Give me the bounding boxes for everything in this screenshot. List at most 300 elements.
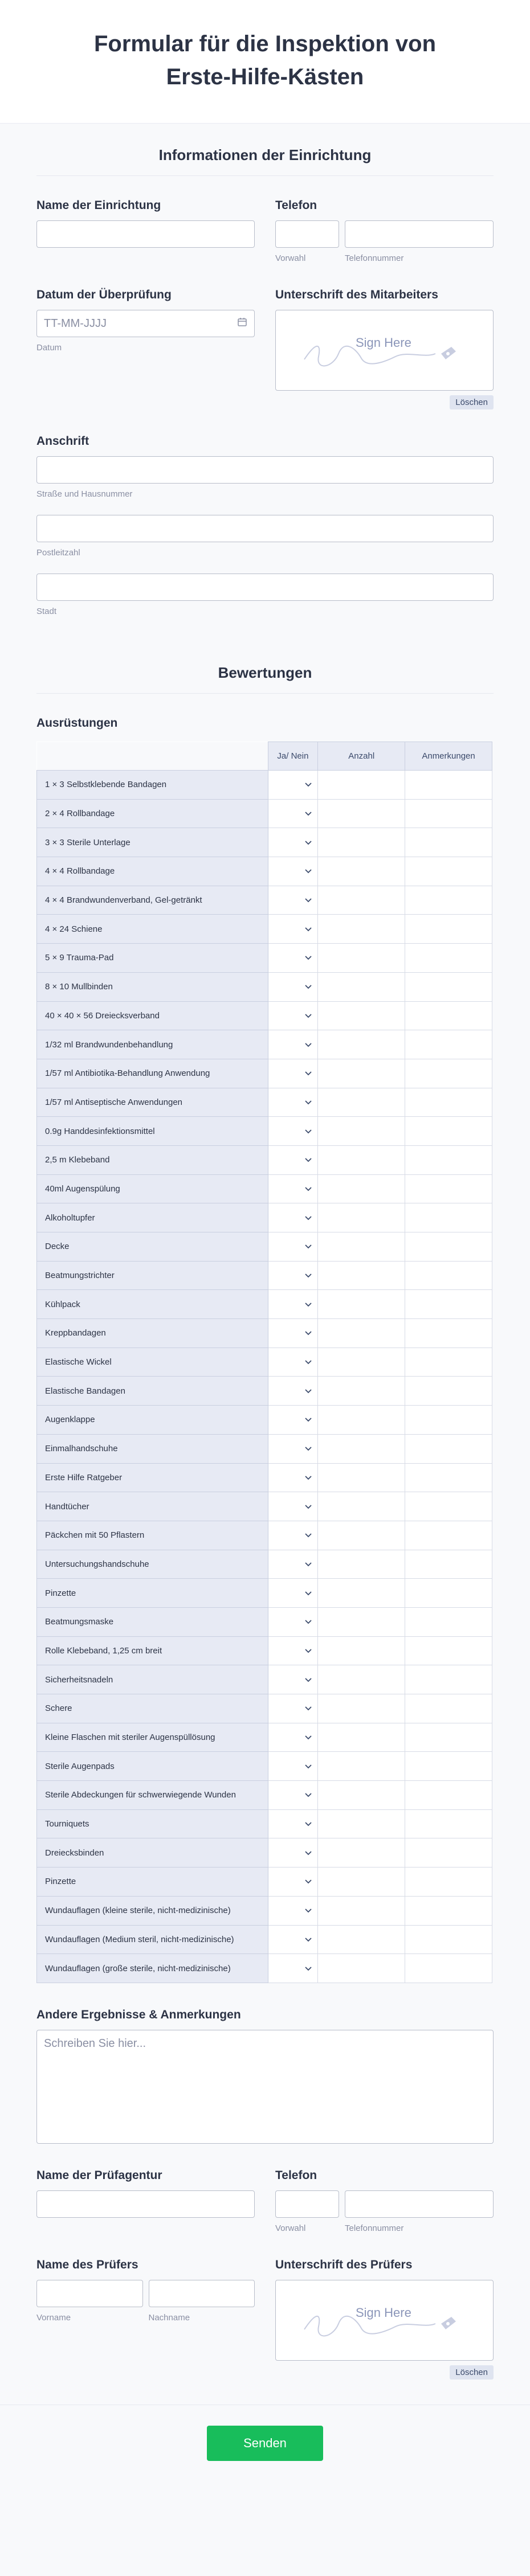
- yes-no-dropdown[interactable]: [268, 1665, 318, 1694]
- notes-input[interactable]: [405, 1232, 492, 1262]
- yes-no-dropdown[interactable]: [268, 1896, 318, 1925]
- equipment-row-label: 2 × 4 Rollbandage: [37, 799, 268, 828]
- count-input[interactable]: [318, 1261, 405, 1290]
- table-row: [37, 1261, 492, 1290]
- equipment-row-label: Wundauflagen (Medium steril, nicht-medizinische): [37, 1925, 268, 1954]
- count-input[interactable]: [318, 1203, 405, 1232]
- notes-input[interactable]: [405, 1290, 492, 1319]
- yes-no-dropdown[interactable]: [268, 1636, 318, 1665]
- table-row: [37, 1521, 492, 1550]
- chevron-down-icon: [305, 1155, 312, 1165]
- notes-input[interactable]: [405, 1030, 492, 1059]
- agency-name-label: Name der Prüfagentur: [36, 2168, 162, 2182]
- notes-input[interactable]: [405, 828, 492, 857]
- count-input[interactable]: [318, 1059, 405, 1088]
- table-row: [37, 1896, 492, 1925]
- notes-input[interactable]: [405, 1665, 492, 1694]
- yes-no-dropdown[interactable]: [268, 799, 318, 828]
- notes-input[interactable]: [405, 1925, 492, 1954]
- equipment-row-label: Elastische Bandagen: [37, 1377, 268, 1406]
- equipment-matrix: [36, 742, 492, 1983]
- equipment-row-label: 3 × 3 Sterile Unterlage: [37, 828, 268, 857]
- table-row: [37, 1752, 492, 1781]
- notes-input[interactable]: [405, 1174, 492, 1203]
- chevron-down-icon: [305, 1559, 312, 1569]
- chevron-down-icon: [305, 1502, 312, 1512]
- city-input[interactable]: [36, 574, 494, 601]
- chevron-down-icon: [305, 1530, 312, 1540]
- yes-no-dropdown[interactable]: [268, 915, 318, 944]
- chevron-down-icon: [305, 1097, 312, 1107]
- table-row: [37, 1145, 492, 1174]
- yes-no-dropdown[interactable]: [268, 1319, 318, 1348]
- notes-input[interactable]: [405, 1145, 492, 1174]
- chevron-down-icon: [305, 1040, 312, 1050]
- chevron-down-icon: [305, 1386, 312, 1396]
- chevron-down-icon: [305, 1357, 312, 1367]
- yes-no-dropdown[interactable]: [268, 1232, 318, 1262]
- count-input[interactable]: [318, 1434, 405, 1463]
- agency-name-input[interactable]: [36, 2190, 255, 2218]
- equipment-row-label: Dreiecksbinden: [37, 1838, 268, 1868]
- form-body: [0, 124, 530, 2380]
- inspection-date-input[interactable]: [36, 310, 255, 337]
- street-input[interactable]: [36, 456, 494, 484]
- yes-no-dropdown[interactable]: [268, 1059, 318, 1088]
- notes-input[interactable]: [405, 1463, 492, 1492]
- count-input[interactable]: [318, 915, 405, 944]
- address-label: Anschrift: [36, 435, 89, 448]
- chevron-down-icon: [305, 1935, 312, 1944]
- yes-no-dropdown[interactable]: [268, 1174, 318, 1203]
- count-input[interactable]: [318, 1117, 405, 1146]
- yes-no-dropdown[interactable]: [268, 1088, 318, 1117]
- chevron-down-icon: [305, 866, 312, 876]
- count-input[interactable]: [318, 1088, 405, 1117]
- yes-no-dropdown[interactable]: [268, 1001, 318, 1030]
- inspector-signature-label: Unterschrift des Prüfers: [275, 2258, 413, 2271]
- equipment-row-label: 1/57 ml Antibiotika-Behandlung Anwendung: [37, 1059, 268, 1088]
- calendar-icon[interactable]: [237, 317, 247, 330]
- count-input[interactable]: [318, 1550, 405, 1579]
- count-input[interactable]: [318, 1954, 405, 1983]
- table-row: [37, 1781, 492, 1810]
- equipment-row-label: Sicherheitsnadeln: [37, 1665, 268, 1694]
- equipment-row-label: Einmalhandschuhe: [37, 1434, 268, 1463]
- yes-no-dropdown[interactable]: [268, 1117, 318, 1146]
- matrix-corner: [37, 742, 268, 771]
- agency-phone-number-input[interactable]: [345, 2190, 494, 2218]
- notes-input[interactable]: [405, 1521, 492, 1550]
- yes-no-dropdown[interactable]: [268, 944, 318, 973]
- count-input[interactable]: [318, 1319, 405, 1348]
- equipment-row-label: Pinzette: [37, 1579, 268, 1608]
- clear-employee-signature-button[interactable]: Löschen: [450, 395, 494, 409]
- equipment-row-label: Kreppbandagen: [37, 1319, 268, 1348]
- inspector-last-name-sub: Nachname: [148, 2312, 190, 2323]
- count-input[interactable]: [318, 1290, 405, 1319]
- equipment-row-label: Sterile Augenpads: [37, 1752, 268, 1781]
- yes-no-dropdown[interactable]: [268, 1145, 318, 1174]
- yes-no-dropdown[interactable]: [268, 1838, 318, 1868]
- table-row: [37, 1348, 492, 1377]
- notes-input[interactable]: [405, 1117, 492, 1146]
- chevron-down-icon: [305, 780, 312, 789]
- equipment-row-label: Decke: [37, 1232, 268, 1262]
- yes-no-dropdown[interactable]: [268, 972, 318, 1001]
- inspector-first-name-sub: Vorname: [36, 2312, 71, 2323]
- zip-input[interactable]: [36, 515, 494, 542]
- yes-no-dropdown[interactable]: [268, 1868, 318, 1897]
- table-row: [37, 857, 492, 886]
- count-input[interactable]: [318, 1001, 405, 1030]
- table-row: [37, 972, 492, 1001]
- chevron-down-icon: [305, 1415, 312, 1424]
- yes-no-dropdown[interactable]: [268, 857, 318, 886]
- count-input[interactable]: [318, 1232, 405, 1262]
- chevron-down-icon: [305, 1906, 312, 1915]
- notes-input[interactable]: [405, 1492, 492, 1521]
- count-input[interactable]: [318, 1723, 405, 1752]
- count-input[interactable]: [318, 828, 405, 857]
- notes-input[interactable]: [405, 771, 492, 800]
- inspection-date-label: Datum der Überprüfung: [36, 288, 172, 301]
- notes-input[interactable]: [405, 1088, 492, 1117]
- agency-phone-area-code-input[interactable]: [275, 2190, 339, 2218]
- equipment-label: Ausrüstungen: [36, 716, 118, 730]
- count-input[interactable]: [318, 1145, 405, 1174]
- yes-no-dropdown[interactable]: [268, 1809, 318, 1838]
- table-row: [37, 1088, 492, 1117]
- equipment-row-label: 5 × 9 Trauma-Pad: [37, 944, 268, 973]
- date-placeholder: TT-MM-JJJJ: [44, 317, 107, 330]
- equipment-row-label: Kühlpack: [37, 1290, 268, 1319]
- yes-no-dropdown[interactable]: [268, 1925, 318, 1954]
- yes-no-dropdown[interactable]: [268, 1521, 318, 1550]
- count-input[interactable]: [318, 1521, 405, 1550]
- table-row: [37, 1550, 492, 1579]
- notes-input[interactable]: [405, 1406, 492, 1435]
- yes-no-dropdown[interactable]: [268, 1261, 318, 1290]
- chevron-down-icon: [305, 1300, 312, 1309]
- notes-input[interactable]: [405, 1752, 492, 1781]
- yes-no-dropdown[interactable]: [268, 1377, 318, 1406]
- notes-input[interactable]: [405, 1001, 492, 1030]
- equipment-row-label: Augenklappe: [37, 1406, 268, 1435]
- count-input[interactable]: [318, 1406, 405, 1435]
- yes-no-dropdown[interactable]: [268, 1954, 318, 1983]
- table-row: [37, 1377, 492, 1406]
- inspector-signature-pad[interactable]: [275, 2280, 494, 2361]
- table-row: [37, 799, 492, 828]
- notes-input[interactable]: [405, 1261, 492, 1290]
- chevron-down-icon: [305, 1790, 312, 1800]
- submit-area: [0, 2405, 530, 2484]
- table-row: [37, 944, 492, 973]
- table-row: [37, 1607, 492, 1636]
- yes-no-dropdown[interactable]: [268, 828, 318, 857]
- table-row: [37, 1434, 492, 1463]
- section-title-facility: Informationen der Einrichtung: [36, 124, 494, 176]
- agency-phone-area-code-sub: Vorwahl: [275, 2223, 306, 2233]
- equipment-row-label: 4 × 24 Schiene: [37, 915, 268, 944]
- phone-number-sub: Telefonnummer: [345, 253, 404, 263]
- other-findings-textarea[interactable]: Schreiben Sie hier...: [36, 2030, 494, 2144]
- notes-input[interactable]: [405, 944, 492, 973]
- agency-phone-number-sub: Telefonnummer: [345, 2223, 404, 2233]
- notes-input[interactable]: [405, 1723, 492, 1752]
- yes-no-dropdown[interactable]: [268, 1752, 318, 1781]
- notes-input[interactable]: [405, 972, 492, 1001]
- notes-input[interactable]: [405, 1868, 492, 1897]
- table-row: [37, 886, 492, 915]
- employee-signature-pad[interactable]: [275, 310, 494, 391]
- notes-input[interactable]: [405, 857, 492, 886]
- notes-input[interactable]: [405, 1377, 492, 1406]
- count-input[interactable]: [318, 1636, 405, 1665]
- count-input[interactable]: [318, 1868, 405, 1897]
- table-row: [37, 1954, 492, 1983]
- notes-input[interactable]: [405, 1203, 492, 1232]
- chevron-down-icon: [305, 982, 312, 992]
- other-findings-label: Andere Ergebnisse & Anmerkungen: [36, 2008, 241, 2021]
- chevron-down-icon: [305, 1762, 312, 1771]
- yes-no-dropdown[interactable]: [268, 886, 318, 915]
- facility-name-label: Name der Einrichtung: [36, 199, 161, 212]
- notes-input[interactable]: [405, 799, 492, 828]
- count-input[interactable]: [318, 1030, 405, 1059]
- submit-button[interactable]: Senden: [207, 2426, 323, 2461]
- notes-input[interactable]: [405, 886, 492, 915]
- chevron-down-icon: [305, 1819, 312, 1829]
- employee-signature-label: Unterschrift des Mitarbeiters: [275, 288, 438, 301]
- chevron-down-icon: [305, 1964, 312, 1973]
- count-input[interactable]: [318, 1896, 405, 1925]
- count-input[interactable]: [318, 972, 405, 1001]
- equipment-row-label: Erste Hilfe Ratgeber: [37, 1463, 268, 1492]
- notes-input[interactable]: [405, 1579, 492, 1608]
- table-row: [37, 1636, 492, 1665]
- equipment-row-label: Untersuchungshandschuhe: [37, 1550, 268, 1579]
- phone-label: Telefon: [275, 199, 317, 212]
- chevron-down-icon: [305, 1588, 312, 1598]
- phone-area-code-input[interactable]: [275, 220, 339, 248]
- inspector-last-name-input[interactable]: [149, 2280, 255, 2307]
- equipment-row-label: 4 × 4 Rollbandage: [37, 857, 268, 886]
- equipment-row-label: 1 × 3 Selbstklebende Bandagen: [37, 771, 268, 800]
- chevron-down-icon: [305, 1127, 312, 1136]
- equipment-row-label: 40 × 40 × 56 Dreiecksverband: [37, 1001, 268, 1030]
- count-input[interactable]: [318, 1377, 405, 1406]
- notes-input[interactable]: [405, 1059, 492, 1088]
- yes-no-dropdown[interactable]: [268, 1492, 318, 1521]
- count-input[interactable]: [318, 1781, 405, 1810]
- equipment-row-label: Sterile Abdeckungen für schwerwiegende Wunden: [37, 1781, 268, 1810]
- notes-input[interactable]: [405, 1348, 492, 1377]
- chevron-down-icon: [305, 1184, 312, 1194]
- notes-input[interactable]: [405, 1809, 492, 1838]
- column-header-yes-no: Ja/ Nein: [268, 742, 318, 771]
- count-input[interactable]: [318, 799, 405, 828]
- table-row: [37, 828, 492, 857]
- chevron-down-icon: [305, 809, 312, 818]
- form-header: [0, 0, 530, 124]
- chevron-down-icon: [305, 1877, 312, 1886]
- table-row: [37, 1925, 492, 1954]
- chevron-down-icon: [305, 1703, 312, 1713]
- yes-no-dropdown[interactable]: [268, 1723, 318, 1752]
- yes-no-dropdown[interactable]: [268, 1463, 318, 1492]
- table-row: [37, 1579, 492, 1608]
- table-row: [37, 1694, 492, 1723]
- equipment-row-label: Handtücher: [37, 1492, 268, 1521]
- table-row: [37, 1406, 492, 1435]
- chevron-down-icon: [305, 838, 312, 847]
- sign-here-text: Sign Here: [356, 2305, 411, 2320]
- yes-no-dropdown[interactable]: [268, 1030, 318, 1059]
- table-row: [37, 1809, 492, 1838]
- chevron-down-icon: [305, 895, 312, 905]
- table-row: [37, 1868, 492, 1897]
- inspector-name-label: Name des Prüfers: [36, 2258, 138, 2271]
- form-title: Formular für die Inspektion von Erste-Hilfe-Kästen: [93, 31, 437, 89]
- equipment-row-label: 1/57 ml Antiseptische Anwendungen: [37, 1088, 268, 1117]
- yes-no-dropdown[interactable]: [268, 771, 318, 800]
- table-row: [37, 1463, 492, 1492]
- chevron-down-icon: [305, 1848, 312, 1858]
- count-input[interactable]: [318, 1607, 405, 1636]
- equipment-row-label: Beatmungsmaske: [37, 1607, 268, 1636]
- count-input[interactable]: [318, 1463, 405, 1492]
- clear-inspector-signature-button[interactable]: Löschen: [450, 2365, 494, 2380]
- equipment-row-label: Pinzette: [37, 1868, 268, 1897]
- count-input[interactable]: [318, 1665, 405, 1694]
- facility-name-input[interactable]: [36, 220, 255, 248]
- chevron-down-icon: [305, 1068, 312, 1078]
- table-row: [37, 1665, 492, 1694]
- city-sub: Stadt: [36, 607, 57, 616]
- equipment-row-label: 4 × 4 Brandwundenverband, Gel-getränkt: [37, 886, 268, 915]
- yes-no-dropdown[interactable]: [268, 1550, 318, 1579]
- count-input[interactable]: [318, 1579, 405, 1608]
- table-row: [37, 1723, 492, 1752]
- count-input[interactable]: [318, 1809, 405, 1838]
- count-input[interactable]: [318, 944, 405, 973]
- table-row: [37, 1030, 492, 1059]
- section-title-ratings: Bewertungen: [36, 641, 494, 694]
- street-sub: Straße und Hausnummer: [36, 489, 133, 499]
- count-input[interactable]: [318, 857, 405, 886]
- equipment-row-label: 40ml Augenspülung: [37, 1174, 268, 1203]
- equipment-row-label: 0.9g Handdesinfektionsmittel: [37, 1117, 268, 1146]
- count-input[interactable]: [318, 1348, 405, 1377]
- equipment-row-label: Päckchen mit 50 Pflastern: [37, 1521, 268, 1550]
- chevron-down-icon: [305, 1011, 312, 1021]
- table-row: [37, 915, 492, 944]
- notes-input[interactable]: [405, 1781, 492, 1810]
- count-input[interactable]: [318, 1925, 405, 1954]
- inspector-first-name-input[interactable]: [36, 2280, 143, 2307]
- yes-no-dropdown[interactable]: [268, 1434, 318, 1463]
- table-row: [37, 1838, 492, 1868]
- yes-no-dropdown[interactable]: [268, 1348, 318, 1377]
- chevron-down-icon: [305, 1617, 312, 1627]
- yes-no-dropdown[interactable]: [268, 1694, 318, 1723]
- chevron-down-icon: [305, 1328, 312, 1338]
- notes-input[interactable]: [405, 1607, 492, 1636]
- notes-input[interactable]: [405, 915, 492, 944]
- notes-input[interactable]: [405, 1319, 492, 1348]
- date-sub: Datum: [36, 343, 62, 353]
- column-header-count: Anzahl: [318, 742, 405, 771]
- chevron-down-icon: [305, 1242, 312, 1251]
- table-row: [37, 771, 492, 800]
- chevron-down-icon: [305, 1733, 312, 1742]
- table-row: [37, 1117, 492, 1146]
- chevron-down-icon: [305, 1473, 312, 1482]
- count-input[interactable]: [318, 1174, 405, 1203]
- table-row: [37, 1059, 492, 1088]
- chevron-down-icon: [305, 924, 312, 934]
- equipment-row-label: Rolle Klebeband, 1,25 cm breit: [37, 1636, 268, 1665]
- count-input[interactable]: [318, 771, 405, 800]
- equipment-row-label: Wundauflagen (große sterile, nicht-medizinische): [37, 1954, 268, 1983]
- count-input[interactable]: [318, 1838, 405, 1868]
- count-input[interactable]: [318, 1492, 405, 1521]
- notes-input[interactable]: [405, 1550, 492, 1579]
- notes-input[interactable]: [405, 1434, 492, 1463]
- yes-no-dropdown[interactable]: [268, 1607, 318, 1636]
- yes-no-dropdown[interactable]: [268, 1203, 318, 1232]
- chevron-down-icon: [305, 1444, 312, 1453]
- notes-input[interactable]: [405, 1954, 492, 1983]
- equipment-row-label: Beatmungstrichter: [37, 1261, 268, 1290]
- zip-sub: Postleitzahl: [36, 548, 80, 558]
- equipment-row-label: Tourniquets: [37, 1809, 268, 1838]
- count-input[interactable]: [318, 1694, 405, 1723]
- equipment-row-label: Kleine Flaschen mit steriler Augenspüllösung: [37, 1723, 268, 1752]
- equipment-row-label: 8 × 10 Mullbinden: [37, 972, 268, 1001]
- equipment-row-label: Alkoholtupfer: [37, 1203, 268, 1232]
- table-row: [37, 1001, 492, 1030]
- chevron-down-icon: [305, 1213, 312, 1223]
- table-row: [37, 1174, 492, 1203]
- chevron-down-icon: [305, 1646, 312, 1656]
- agency-phone-label: Telefon: [275, 2168, 317, 2182]
- count-input[interactable]: [318, 1752, 405, 1781]
- table-row: [37, 1492, 492, 1521]
- yes-no-dropdown[interactable]: [268, 1290, 318, 1319]
- phone-number-input[interactable]: [345, 220, 494, 248]
- table-row: [37, 1232, 492, 1262]
- sign-here-text: Sign Here: [356, 335, 411, 350]
- table-row: [37, 1319, 492, 1348]
- chevron-down-icon: [305, 1675, 312, 1685]
- yes-no-dropdown[interactable]: [268, 1781, 318, 1810]
- count-input[interactable]: [318, 886, 405, 915]
- chevron-down-icon: [305, 1271, 312, 1280]
- notes-input[interactable]: [405, 1838, 492, 1868]
- equipment-row-label: Elastische Wickel: [37, 1348, 268, 1377]
- table-row: [37, 1290, 492, 1319]
- table-row: [37, 1203, 492, 1232]
- yes-no-dropdown[interactable]: [268, 1406, 318, 1435]
- chevron-down-icon: [305, 953, 312, 963]
- notes-input[interactable]: [405, 1896, 492, 1925]
- notes-input[interactable]: [405, 1694, 492, 1723]
- yes-no-dropdown[interactable]: [268, 1579, 318, 1608]
- notes-input[interactable]: [405, 1636, 492, 1665]
